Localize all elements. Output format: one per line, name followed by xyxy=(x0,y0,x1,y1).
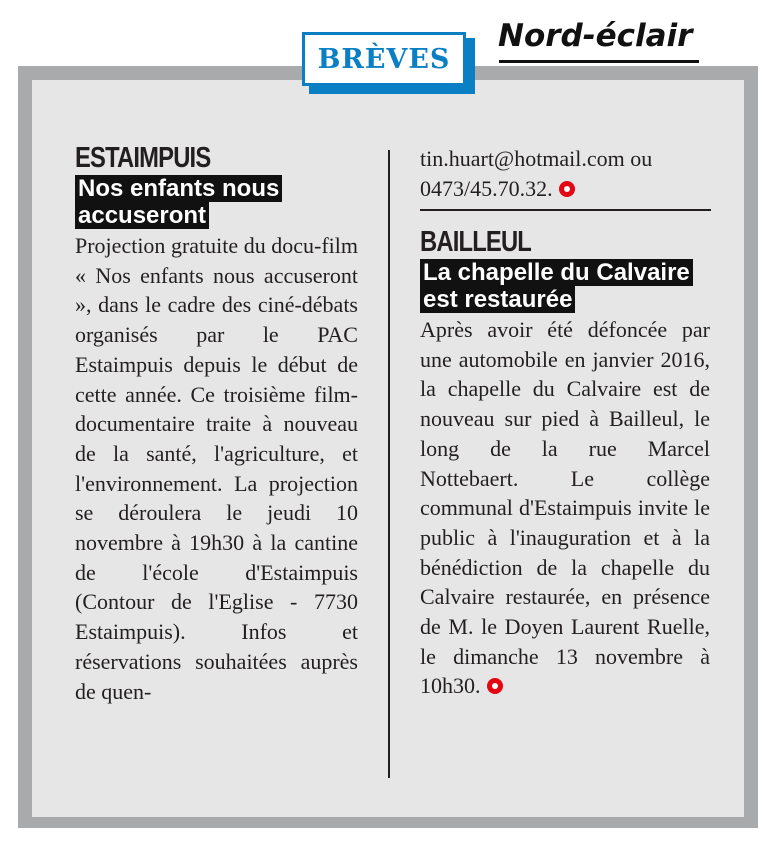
section-label: BRÈVES xyxy=(317,43,451,75)
end-of-article-dot-icon xyxy=(559,181,575,197)
article-divider xyxy=(420,209,711,211)
article-estaimpuis-continuation xyxy=(420,144,710,203)
article-body: Projection gratuite du docu-film « Nos enfants nous accuseront », dans le cadre des ciné-débats organisés par le PAC Estaimpuis depuis le début de cette année. Ce troisième film-documentaire traite à nouveau de la santé, l'agriculture, et l'environnement. La projection se déroulera le jeudi 10 novembre à 19h30 à la cantine de l'école d'Estaimpuis (Contour de l'Eglise - 7730 Estaimpuis). Infos et réservations souhaitées auprès de quen- xyxy=(75,233,358,704)
article-continuation-text: tin.huart@hotmail.com ou 0473/45.70.32. xyxy=(420,146,653,201)
article-headline-text: Nos enfants nous accuseront xyxy=(75,175,282,229)
article-body xyxy=(420,315,710,701)
article-estaimpuis xyxy=(75,142,358,706)
article-town: BAILLEUL xyxy=(420,226,532,258)
article-body-text: Après avoir été défoncée par une automobile en janvier 2016, la chapelle du Calvaire est de nouveau sur pied à Bailleul, le long de la rue Marcel Nottebaert. Le collège communal d'Estaimpuis invite le public à l'inauguration et à la bénédiction de la chapelle du Calvaire restaurée, en présence de M. le Doyen Laurent Ruelle, le dimanche 13 novembre à 10h30. xyxy=(420,317,710,699)
article-headline xyxy=(420,259,710,313)
publication-underline xyxy=(499,60,699,63)
article-town: ESTAIMPUIS xyxy=(75,142,211,174)
article-headline-text: La chapelle du Calvaire est restaurée xyxy=(420,259,693,313)
article-continuation xyxy=(420,144,710,203)
article-headline xyxy=(75,175,358,229)
section-badge xyxy=(302,32,466,86)
article-bailleul xyxy=(420,226,710,701)
end-of-article-dot-icon xyxy=(487,678,503,694)
publication-name: Nord-éclair xyxy=(498,18,693,54)
column-divider xyxy=(388,150,390,778)
